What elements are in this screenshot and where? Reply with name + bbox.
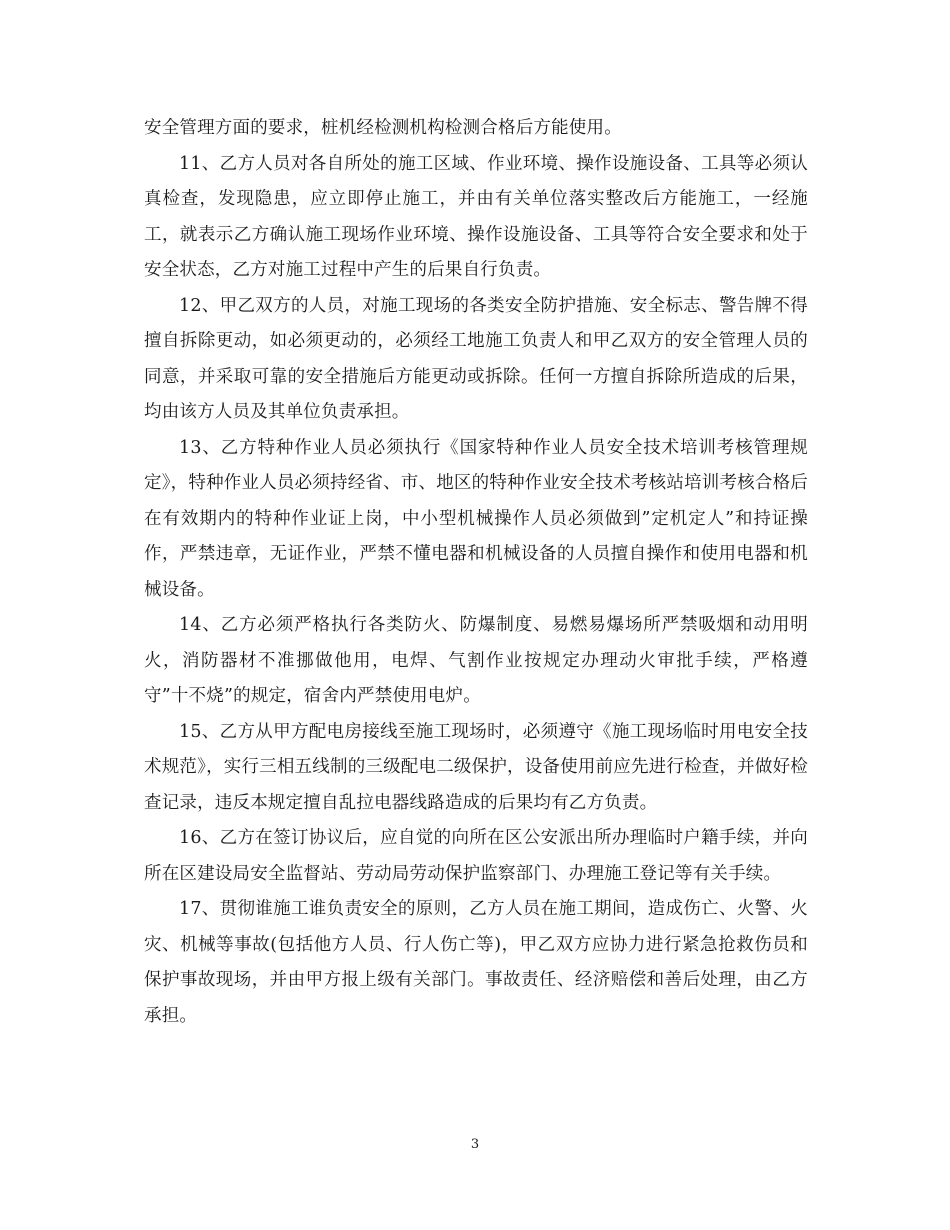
paragraph-clause-13: 13、乙方特种作业人员必须执行《国家特种作业人员安全技术培训考核管理规定》，特种作业人员必须持经省、市、地区的特种作业安全技术考核站培训考核合格后在有效期内的特种作业证上岗，中小型机械操作人员必须做到”定机定人”和持证操作，严禁违章，无证作业，严禁不懂电器和机械设备的人员擅自操作和使用电器和机械设备。 xyxy=(144,437,808,600)
page-number: 3 xyxy=(470,1137,480,1152)
paragraph-clause-12: 12、甲乙双方的人员，对施工现场的各类安全防护措施、安全标志、警告牌不得擅自拆除更动，如必须更动的，必须经工地施工负责人和甲乙双方的安全管理人员的同意，并采取可靠的安全措施后方能更动或拆除。任何一方擅自拆除所造成的后果，均由该方人员及其单位负责承担。 xyxy=(144,295,808,422)
paragraph-clause-14: 14、乙方必须严格执行各类防火、防爆制度、易燃易爆场所严禁吸烟和动用明火，消防器材不准挪做他用，电焊、气割作业按规定办理动火审批手续，严格遵守”十不烧”的规定，宿舍内严禁使用电炉。 xyxy=(144,615,808,706)
paragraph-clause-11: 11、乙方人员对各自所处的施工区域、作业环境、操作设施设备、工具等必须认真检查，发现隐患，应立即停止施工，并由有关单位落实整改后方能施工，一经施工，就表示乙方确认施工现场作业环境、操作设施设备、工具等符合安全要求和处于安全状态，乙方对施工过程中产生的后果自行负责。 xyxy=(144,153,808,280)
paragraph-clause-17: 17、贯彻谁施工谁负责安全的原则，乙方人员在施工期间，造成伤亡、火警、火灾、机械等事故(包括他方人员、行人伤亡等)，甲乙双方应协力进行紧急抢救伤员和保护事故现场，并由甲方报上级有关部门。事故责任、经济赔偿和善后处理，由乙方承担。 xyxy=(144,899,808,1026)
paragraph-clause-16: 16、乙方在签订协议后，应自觉的向所在区公安派出所办理临时户籍手续，并向所在区建设局安全监督站、劳动局劳动保护监察部门、办理施工登记等有关手续。 xyxy=(144,828,808,884)
paragraph-clause-15: 15、乙方从甲方配电房接线至施工现场时，必须遵守《施工现场临时用电安全技术规范》，实行三相五线制的三级配电二级保护，设备使用前应先进行检查，并做好检查记录，违反本规定擅自乱拉电器线路造成的后果均有乙方负责。 xyxy=(144,721,808,813)
document-body xyxy=(144,111,808,1034)
paragraph-continuation: 安全管理方面的要求，桩机经检测机构检测合格后方能使用。 xyxy=(144,118,622,138)
